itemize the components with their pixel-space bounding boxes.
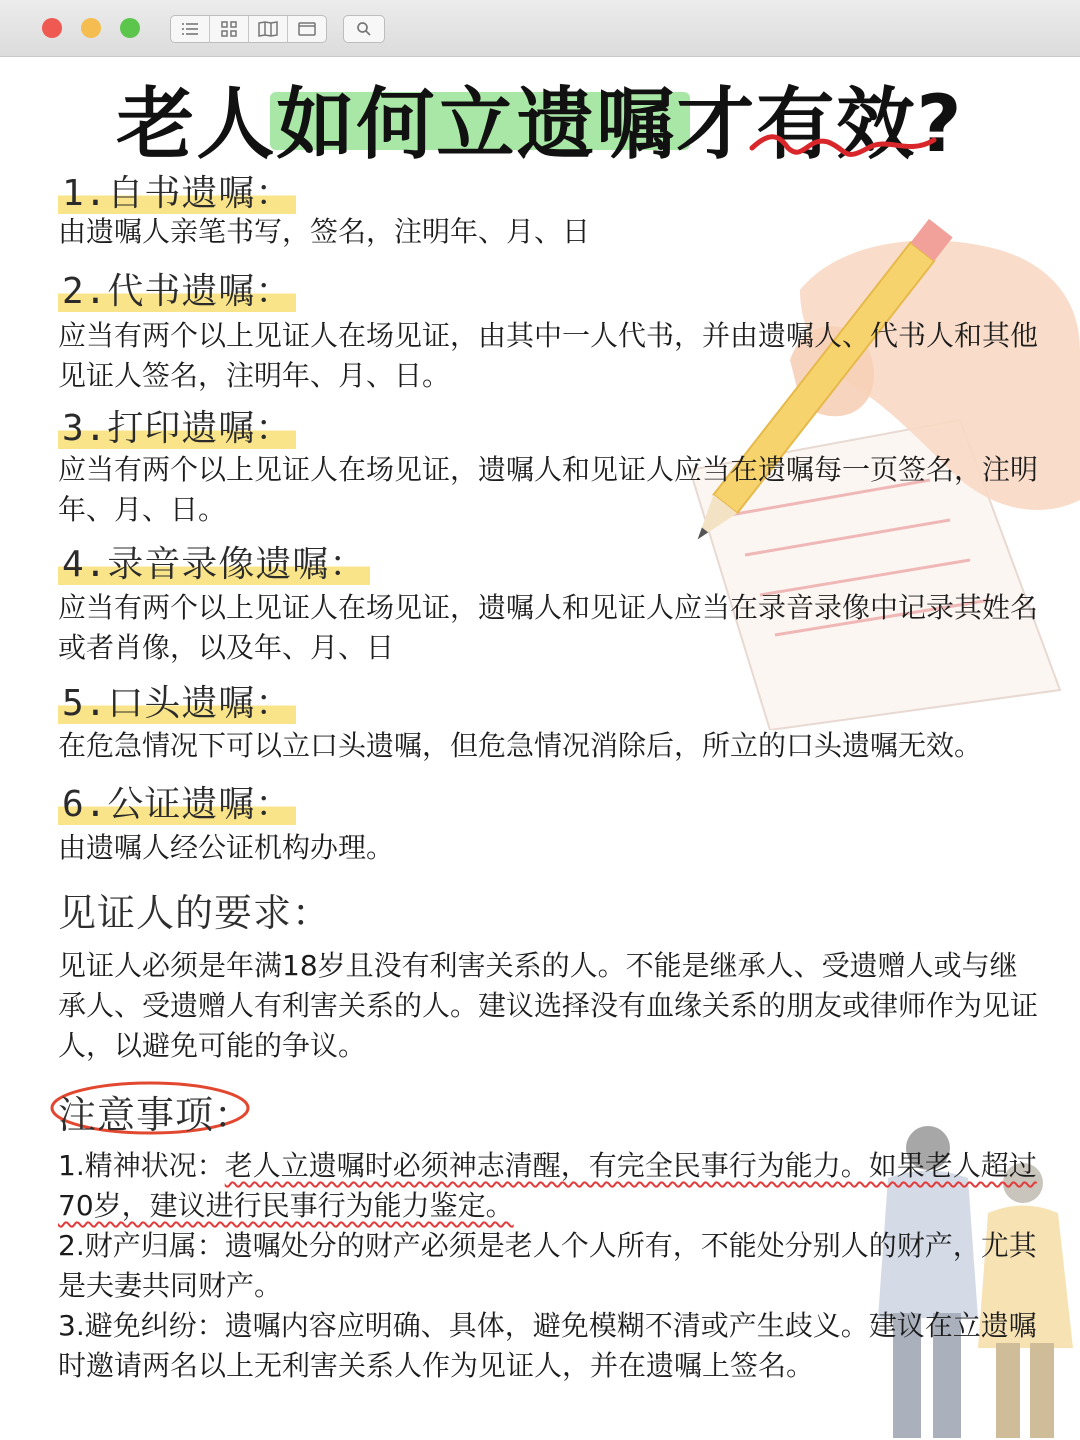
note-label: 1.精神状况： [58, 1149, 225, 1182]
witness-heading: 见证人的要求： [58, 891, 332, 935]
page-title: 老人如何立遗嘱才有效? [116, 80, 964, 170]
title-squiggle-underline [748, 128, 938, 164]
note-label: 2.财产归属： [58, 1229, 225, 1262]
section-body: 在危急情况下可以立口头遗嘱，但危急情况消除后，所立的口头遗嘱无效。 [58, 729, 983, 762]
view-toolbar [170, 15, 327, 43]
note-item [58, 1226, 1043, 1306]
note-item [58, 1306, 1043, 1386]
section-body: 由遗嘱人亲笔书写，签名，注明年、月、日 [58, 215, 591, 248]
section-body: 应当有两个以上见证人在场见证，遗嘱人和见证人应当在录音录像中记录其姓名或者肖像，以及年、月、日 [58, 591, 1039, 664]
list-icon [181, 22, 199, 36]
section-body: 由遗嘱人经公证机构办理。 [58, 831, 395, 864]
minimize-window-button[interactable] [81, 18, 101, 38]
grid-view-button[interactable] [210, 16, 249, 42]
close-window-button[interactable] [42, 18, 62, 38]
search-icon [356, 21, 372, 37]
book-view-button[interactable] [249, 16, 288, 42]
section-heading: 4.录音录像遗嘱： [58, 536, 370, 587]
section-heading: 2.代书遗嘱： [58, 263, 296, 314]
section-heading: 5.口头遗嘱： [58, 675, 296, 726]
witness-body: 见证人必须是年满18岁且没有利害关系的人。不能是继承人、受遗赠人或与继承人、受遗赠人有利害关系的人。建议选择没有血缘关系的朋友或律师作为见证人，以避免可能的争议。 [58, 949, 1039, 1062]
section-body: 应当有两个以上见证人在场见证，遗嘱人和见证人应当在遗嘱每一页签名，注明年、月、日。 [58, 453, 1039, 526]
window-titlebar [0, 0, 1080, 57]
section-body: 应当有两个以上见证人在场见证，由其中一人代书，并由遗嘱人、代书人和其他见证人签名，注明年、月、日。 [58, 319, 1039, 392]
book-icon [258, 21, 278, 37]
search-button[interactable] [343, 15, 385, 43]
window-view-button[interactable] [288, 16, 326, 42]
note-item [58, 1146, 1043, 1226]
section-heading: 6.公证遗嘱： [58, 776, 296, 827]
note-text: 遗嘱处分的财产必须是老人个人所有，不能处分别人的财产，尤其是夫妻共同财产。 [58, 1229, 1037, 1302]
section-heading: 1.自书遗嘱： [58, 165, 296, 216]
list-view-button[interactable] [171, 16, 210, 42]
note-text: 遗嘱内容应明确、具体，避免模糊不清或产生歧义。建议在立遗嘱时邀请两名以上无利害关系人作为见证人，并在遗嘱上签名。 [58, 1309, 1037, 1382]
grid-icon [221, 21, 237, 37]
note-text: 老人立遗嘱时必须神志清醒，有完全民事行为能力。如果老人超过70岁，建议进行民事行为能力鉴定。 [58, 1149, 1037, 1222]
notes-heading: 注意事项： [58, 1093, 254, 1137]
section-heading: 3.打印遗嘱： [58, 400, 296, 451]
maximize-window-button[interactable] [120, 18, 140, 38]
note-label: 3.避免纠纷： [58, 1309, 225, 1342]
window-icon [298, 22, 316, 36]
